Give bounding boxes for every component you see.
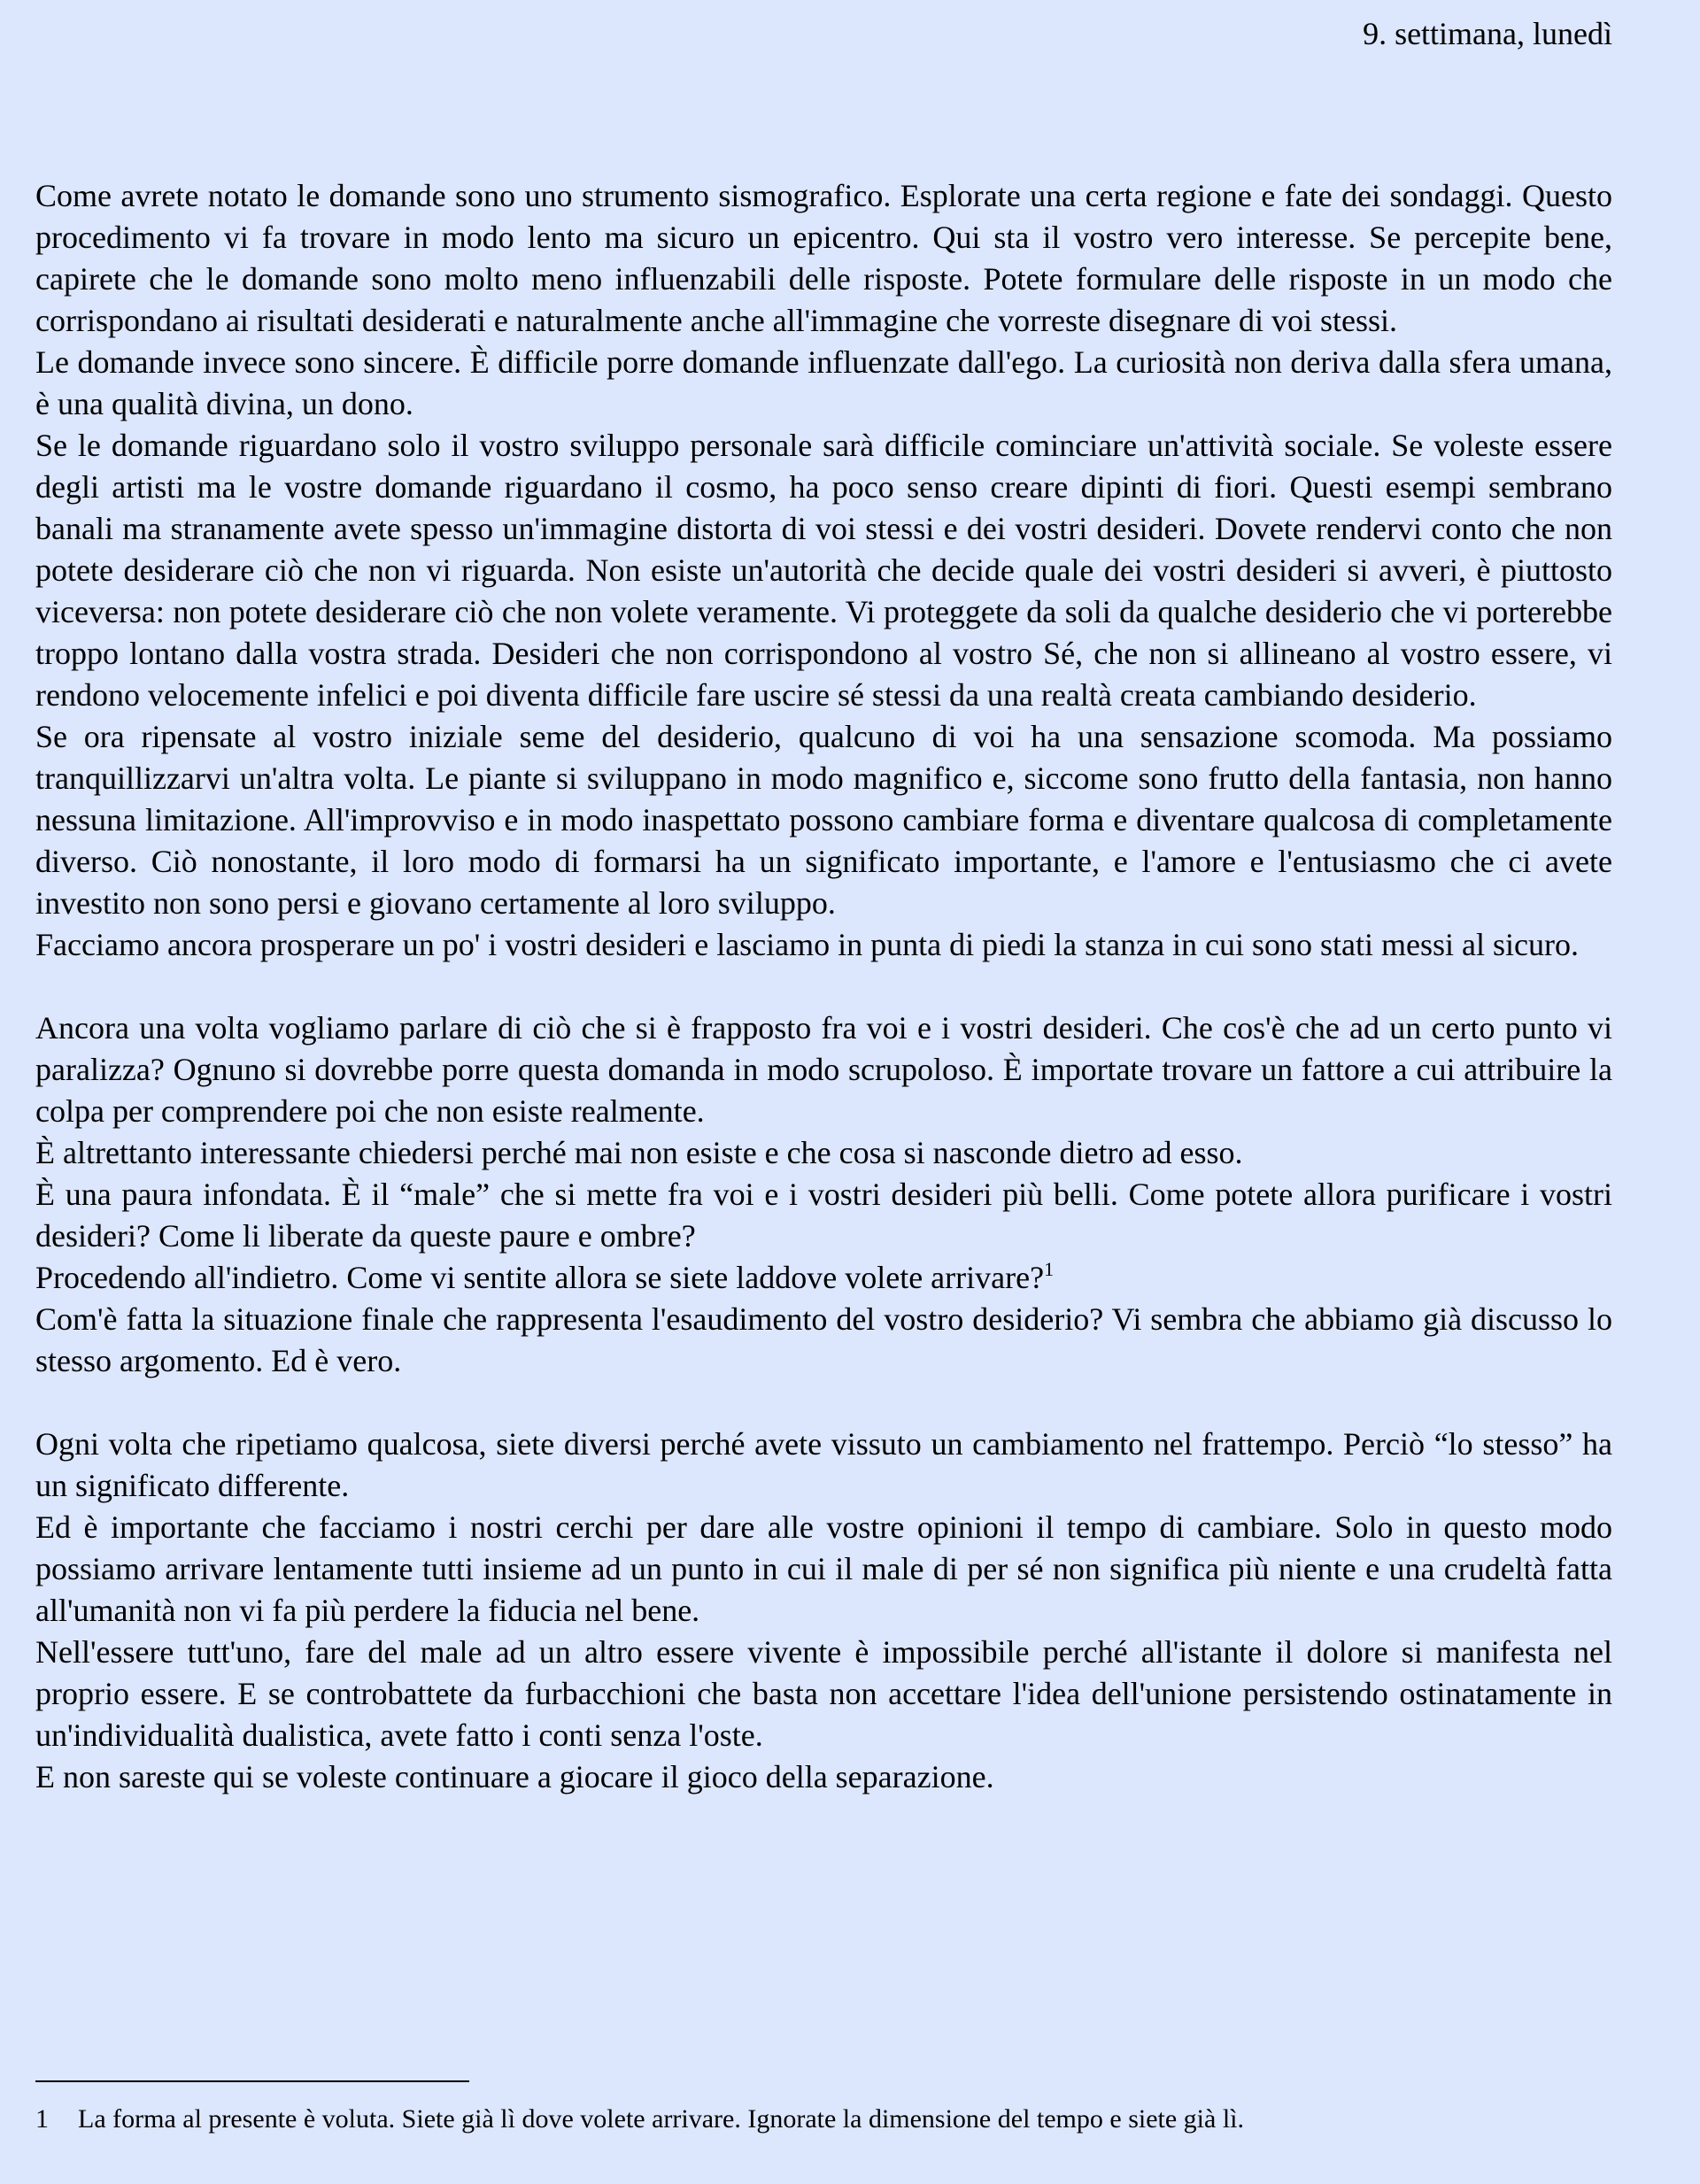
paragraph: Ancora una volta vogliamo parlare di ciò che si è frapposto fra voi e i vostri desideri. Che cos'è che ad un certo punto vi paralizza? Ognuno si dovrebbe porre questa domanda in modo scrupoloso. È importate trovare un fattore a cui attribuire la colpa per comprendere poi che non esiste realmente.	[35, 1010, 1612, 1129]
footnote	[35, 2102, 1244, 2137]
running-header: 9. settimana, lunedì	[1363, 16, 1612, 51]
paragraph: Le domande invece sono sincere. È difficile porre domande influenzate dall'ego. La curiosità non deriva dalla sfera umana, è una qualità divina, un dono.	[35, 344, 1612, 421]
section-2	[35, 1007, 1612, 1382]
paragraph: Facciamo ancora prosperare un po' i vostri desideri e lasciamo in punta di piedi la stanza in cui sono stati messi al sicuro.	[35, 927, 1579, 962]
section-1	[35, 175, 1612, 966]
paragraph: Ed è importante che facciamo i nostri cerchi per dare alle vostre opinioni il tempo di cambiare. Solo in questo modo possiamo arrivare lentamente tutti insieme ad un punto in cui il male di per sé non significa più niente e una crudeltà fatta all'umanità non vi fa più perdere la fiducia nel bene.	[35, 1509, 1612, 1628]
footnote-text: La forma al presente è voluta. Siete già lì dove volete arrivare. Ignorate la dimensione del tempo e siete già lì.	[78, 2104, 1244, 2134]
footnote-reference[interactable]: 1	[1044, 1258, 1055, 1280]
paragraph-text: Procedendo all'indietro. Come vi sentite allora se siete laddove volete arrivare?	[35, 1260, 1045, 1295]
paragraph: Se le domande riguardano solo il vostro sviluppo personale sarà difficile cominciare un'attività sociale. Se voleste essere degli artisti ma le vostre domande riguardano il cosmo, ha poco senso creare dipinti di fiori. Questi esempi sembrano banali ma stranamente avete spesso un'immagine distorta di voi stessi e dei vostri desideri. Dovete rendervi conto che non potete desiderare ciò che non vi riguarda. Non esiste un'autorità che decide quale dei vostri desideri si avveri, è piuttosto viceversa: non potete desiderare ciò che non volete veramente. Vi proteggete da soli da qualche desiderio che vi porterebbe troppo lontano dalla vostra strada. Desideri che non corrispondono al vostro Sé, che non si allineano al vostro essere, vi rendono velocemente infelici e poi diventa difficile fare uscire sé stessi da una realtà creata cambiando desiderio.	[35, 428, 1612, 713]
paragraph: E non sareste qui se voleste continuare a giocare il gioco della separazione.	[35, 1759, 994, 1794]
paragraph: Com'è fatta la situazione finale che rappresenta l'esaudimento del vostro desiderio? Vi sembra che abbiamo già discusso lo stesso argomento. Ed è vero.	[35, 1301, 1612, 1378]
paragraph: Se ora ripensate al vostro iniziale seme del desiderio, qualcuno di voi ha una sensazione scomoda. Ma possiamo tranquillizzarvi un'altra volta. Le piante si sviluppano in modo magnifico e, siccome sono frutto della fantasia, non hanno nessuna limitazione. All'improvviso e in modo inaspettato possono cambiare forma e diventare qualcosa di completamente diverso. Ciò nonostante, il loro modo di formarsi ha un significato importante, e l'amore e l'entusiasmo che ci avete investito non sono persi e giovano certamente al loro sviluppo.	[35, 719, 1612, 921]
section-break	[35, 966, 1612, 1007]
paragraph: È altrettanto interessante chiedersi perché mai non esiste e che cosa si nasconde dietro ad esso.	[35, 1135, 1243, 1170]
main-text	[35, 175, 1612, 1798]
paragraph-with-footnote	[35, 1257, 1612, 1299]
footnote-separator	[35, 2080, 469, 2082]
paragraph: Ogni volta che ripetiamo qualcosa, siete diversi perché avete vissuto un cambiamento nel frattempo. Perciò “lo stesso” ha un significato differente.	[35, 1426, 1612, 1503]
paragraph: Nell'essere tutt'uno, fare del male ad un altro essere vivente è impossibile perché all'istante il dolore si manifesta nel proprio essere. E se controbattete da furbacchioni che basta non accettare l'idea dell'unione persistendo ostinatamente in un'individualità dualistica, avete fatto i conti senza l'oste.	[35, 1634, 1612, 1753]
paragraph: È una paura infondata. È il “male” che si mette fra voi e i vostri desideri più belli. Come potete allora purificare i vostri desideri? Come li liberate da queste paure e ombre?	[35, 1177, 1612, 1254]
section-3	[35, 1424, 1612, 1798]
paragraph: Come avrete notato le domande sono uno strumento sismografico. Esplorate una certa regione e fate dei sondaggi. Questo procedimento vi fa trovare in modo lento ma sicuro un epicentro. Qui sta il vostro vero interesse. Se percepite bene, capirete che le domande sono molto meno influenzabili delle risposte. Potete formulare delle risposte in un modo che corrispondano ai risultati desiderati e naturalmente anche all'immagine che vorreste disegnare di voi stessi.	[35, 178, 1612, 338]
footnote-number: 1	[35, 2104, 49, 2134]
section-break	[35, 1382, 1612, 1424]
